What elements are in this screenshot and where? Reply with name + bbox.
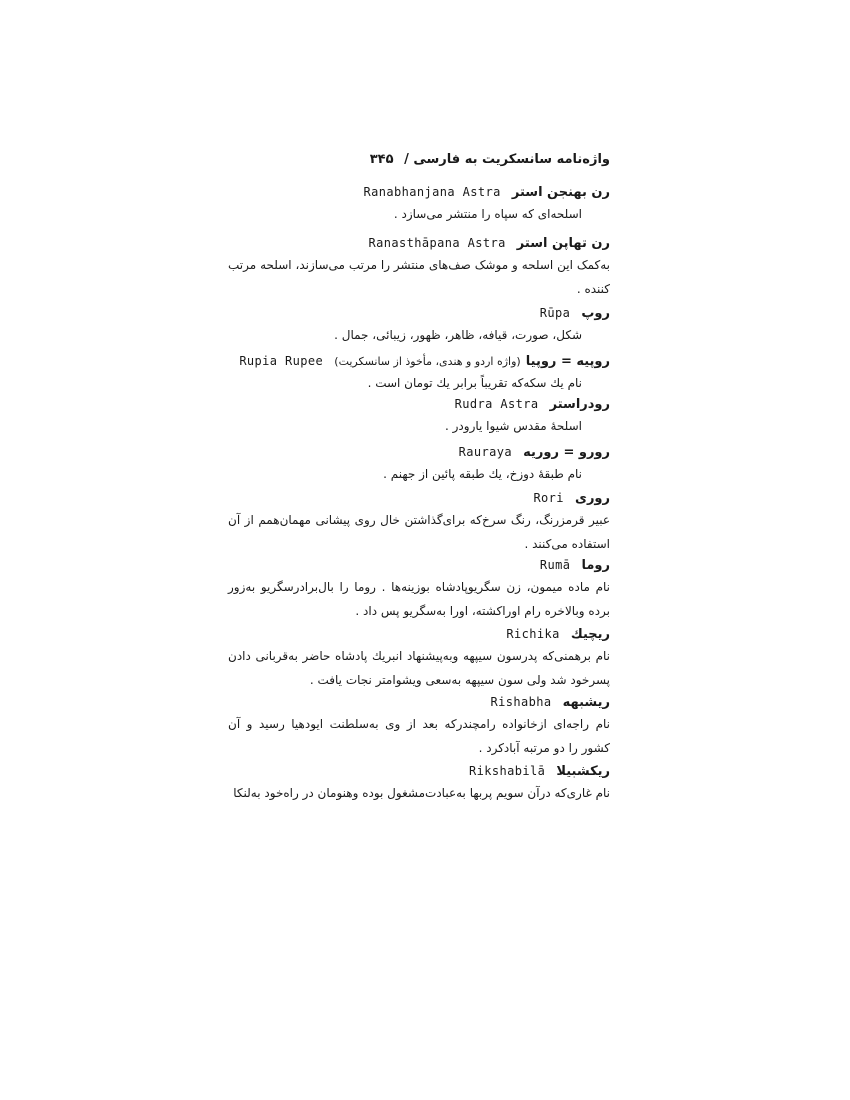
- entry-headword: [228, 553, 610, 575]
- entry-headword: [228, 180, 610, 202]
- entry-headword: [228, 392, 610, 414]
- entry-headword: [228, 440, 610, 462]
- persian-headword: رن بهنجن استر: [511, 185, 610, 200]
- entry-definition: شکل، صورت، قیافه، ظاهر، ظهور، زیبائی، جمال .: [334, 328, 582, 342]
- sanskrit-transliteration: Rupia Rupee: [239, 354, 324, 368]
- entry-headword: [228, 759, 610, 781]
- entry-definition: نام طبقهٔ دوزخ، یك طبقه پائین از جهنم .: [383, 467, 582, 481]
- entry-definition: عبیر قرمزرنگ، رنگ سرخ‌که برای‌گذاشتن خال روی پیشانی مهمان‌همم از آن استفاده می‌کنند .: [228, 513, 610, 551]
- sanskrit-transliteration: Richika: [506, 627, 560, 641]
- entry-definition: نام یك سکه‌که تقریباً برابر یك تومان است .: [367, 376, 582, 390]
- dictionary-entry: [228, 622, 610, 692]
- persian-headword: روری: [575, 491, 610, 506]
- entry-definition: اسلحه‌ای که سپاه را منتشر می‌سازد .: [393, 207, 582, 221]
- dictionary-entry: [228, 301, 610, 347]
- entry-definition: اسلحهٔ مقدس شیوا یارودر .: [445, 419, 582, 433]
- persian-headword: رورو = روریه: [523, 445, 610, 460]
- entry-definition: نام غاری‌که درآن سویم پربها به‌عبادت‌مشغول بوده وهنومان در راه‌خود به‌لنکا: [233, 786, 610, 800]
- etymology-note: (واژه اردو و هندی، مأخوذ از سانسکریت): [334, 355, 521, 368]
- persian-headword: ریچیك: [570, 627, 610, 642]
- sanskrit-transliteration: Rishabha: [490, 695, 552, 709]
- entry-definition: نام برهمنی‌که پدرسون سیپهه وبه‌پیشنهاد انبریك پادشاه حاضر به‌قربانی دادن پسرخود شد ولی سون سیپهه به‌سعی ویشوامتر نجات یافت .: [228, 649, 610, 687]
- persian-headword: ریکشبیلا: [556, 764, 610, 779]
- dictionary-entry: [228, 690, 610, 760]
- sanskrit-transliteration: Ranabhanjana Astra: [363, 185, 501, 199]
- persian-headword: روپیه = روپیا: [525, 354, 610, 369]
- dictionary-entry: [228, 180, 610, 226]
- entry-definition: به‌کمک این اسلحه و موشک صف‌های منتشر را مرتب می‌سازند، اسلحه مرتب کننده .: [228, 258, 610, 296]
- sanskrit-transliteration: Rūpa: [539, 306, 571, 320]
- sanskrit-transliteration: Rori: [533, 491, 564, 505]
- dictionary-entry: [228, 440, 610, 486]
- persian-headword: روما: [581, 558, 610, 573]
- entry-headword: [228, 349, 610, 371]
- entry-definition: نام ماده میمون، زن سگریوپادشاه بوزینه‌ها . روما را بال‌برادرسگریو به‌زور برده وبالاخره رام اوراکشته، اورا به‌سگریو پس داد .: [228, 580, 610, 618]
- entry-definition: نام راجه‌ای ازخانواده رامچندرکه بعد از وی به‌سلطنت ایودهیا رسید و آن کشور را دو مرتبه آبادکرد .: [228, 717, 610, 755]
- persian-headword: ریشبهه: [562, 695, 610, 710]
- sanskrit-transliteration: Rudra Astra: [454, 397, 539, 411]
- entry-headword: [228, 690, 610, 712]
- persian-headword: رودراستر: [549, 397, 610, 412]
- dictionary-entry: [228, 759, 610, 805]
- entry-headword: [228, 486, 610, 508]
- dictionary-entry: [228, 392, 610, 438]
- sanskrit-transliteration: Ranasthāpana Astra: [368, 236, 506, 250]
- entry-headword: [228, 301, 610, 323]
- persian-headword: روپ: [581, 306, 610, 321]
- running-header: [228, 152, 610, 167]
- entry-headword: [228, 231, 610, 253]
- sanskrit-transliteration: Rauraya: [458, 445, 513, 459]
- page-number: ۳۴۵: [369, 152, 394, 167]
- header-separator: /: [404, 152, 409, 167]
- book-title: واژه‌نامه سانسکریت به فارسی: [413, 152, 610, 167]
- sanskrit-transliteration: Rikshabilā: [469, 764, 546, 778]
- dictionary-entry: [228, 486, 610, 556]
- dictionary-entry: [228, 231, 610, 301]
- entry-headword: [228, 622, 610, 644]
- dictionary-entry: [228, 553, 610, 623]
- sanskrit-transliteration: Rumā: [539, 558, 571, 572]
- persian-headword: رن تهاپن استر: [516, 236, 610, 251]
- dictionary-entry: [228, 349, 610, 395]
